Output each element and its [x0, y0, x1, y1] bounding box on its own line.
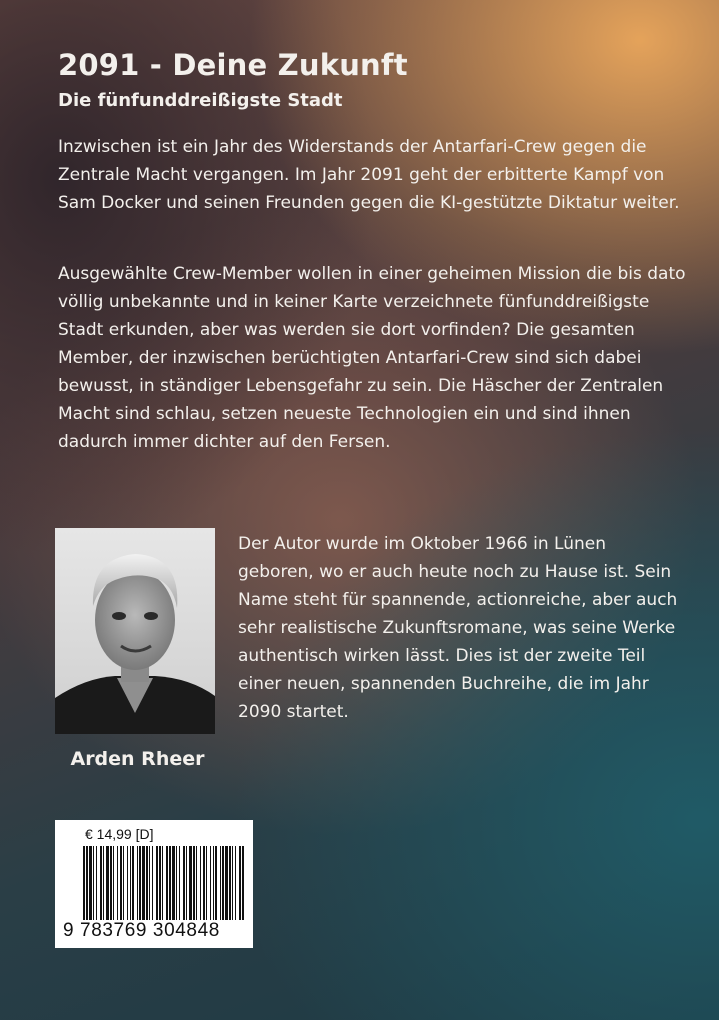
barcode-label — [55, 820, 253, 948]
book-subtitle: Die fünfunddreißigste Stadt — [58, 90, 343, 111]
price-label: € 14,99 [D] — [85, 826, 154, 842]
book-title: 2091 - Deine Zukunft — [58, 48, 408, 82]
author-bio: Der Autor wurde im Oktober 1966 in Lünen geboren, wo er auch heute noch zu Hause ist. Sein Name steht für spannende, actionreiche, aber auch sehr realistische Zukunftsromane, was seine Werke authentisch wirken lässt. Dies ist der zweite Teil einer neuen, spannenden Buchreihe, die im Jahr 2090 startet. — [238, 534, 678, 722]
blurb-paragraph-1: Inzwischen ist ein Jahr des Widerstands der Antarfari-Crew gegen die Zentrale Macht vergangen. Im Jahr 2091 geht der erbitterte Kampf von Sam Docker und seinen Freunden gegen die KI-gestützte Diktatur weiter. — [58, 137, 680, 213]
isbn-number: 9 783769 304848 — [63, 920, 220, 941]
barcode-bars — [83, 846, 245, 920]
author-portrait-image — [55, 528, 215, 734]
blurb-paragraph-2: Ausgewählte Crew-Member wollen in einer geheimen Mission die bis dato völlig unbekannte und in keiner Karte verzeichnete fünfunddreißigste Stadt erkunden, aber was werden sie dort vorfinden? Die gesamten Member, der inzwischen berüchtigten Antarfari-Crew sind sich dabei bewusst, in ständiger Lebensgefahr zu sein. Die Häscher der Zentralen Macht sind schlau, setzen neueste Technologien ein und sind ihnen dadurch immer dichter auf den Fersen. — [58, 264, 686, 452]
author-photo — [55, 528, 215, 734]
author-name: Arden Rheer — [70, 748, 205, 770]
